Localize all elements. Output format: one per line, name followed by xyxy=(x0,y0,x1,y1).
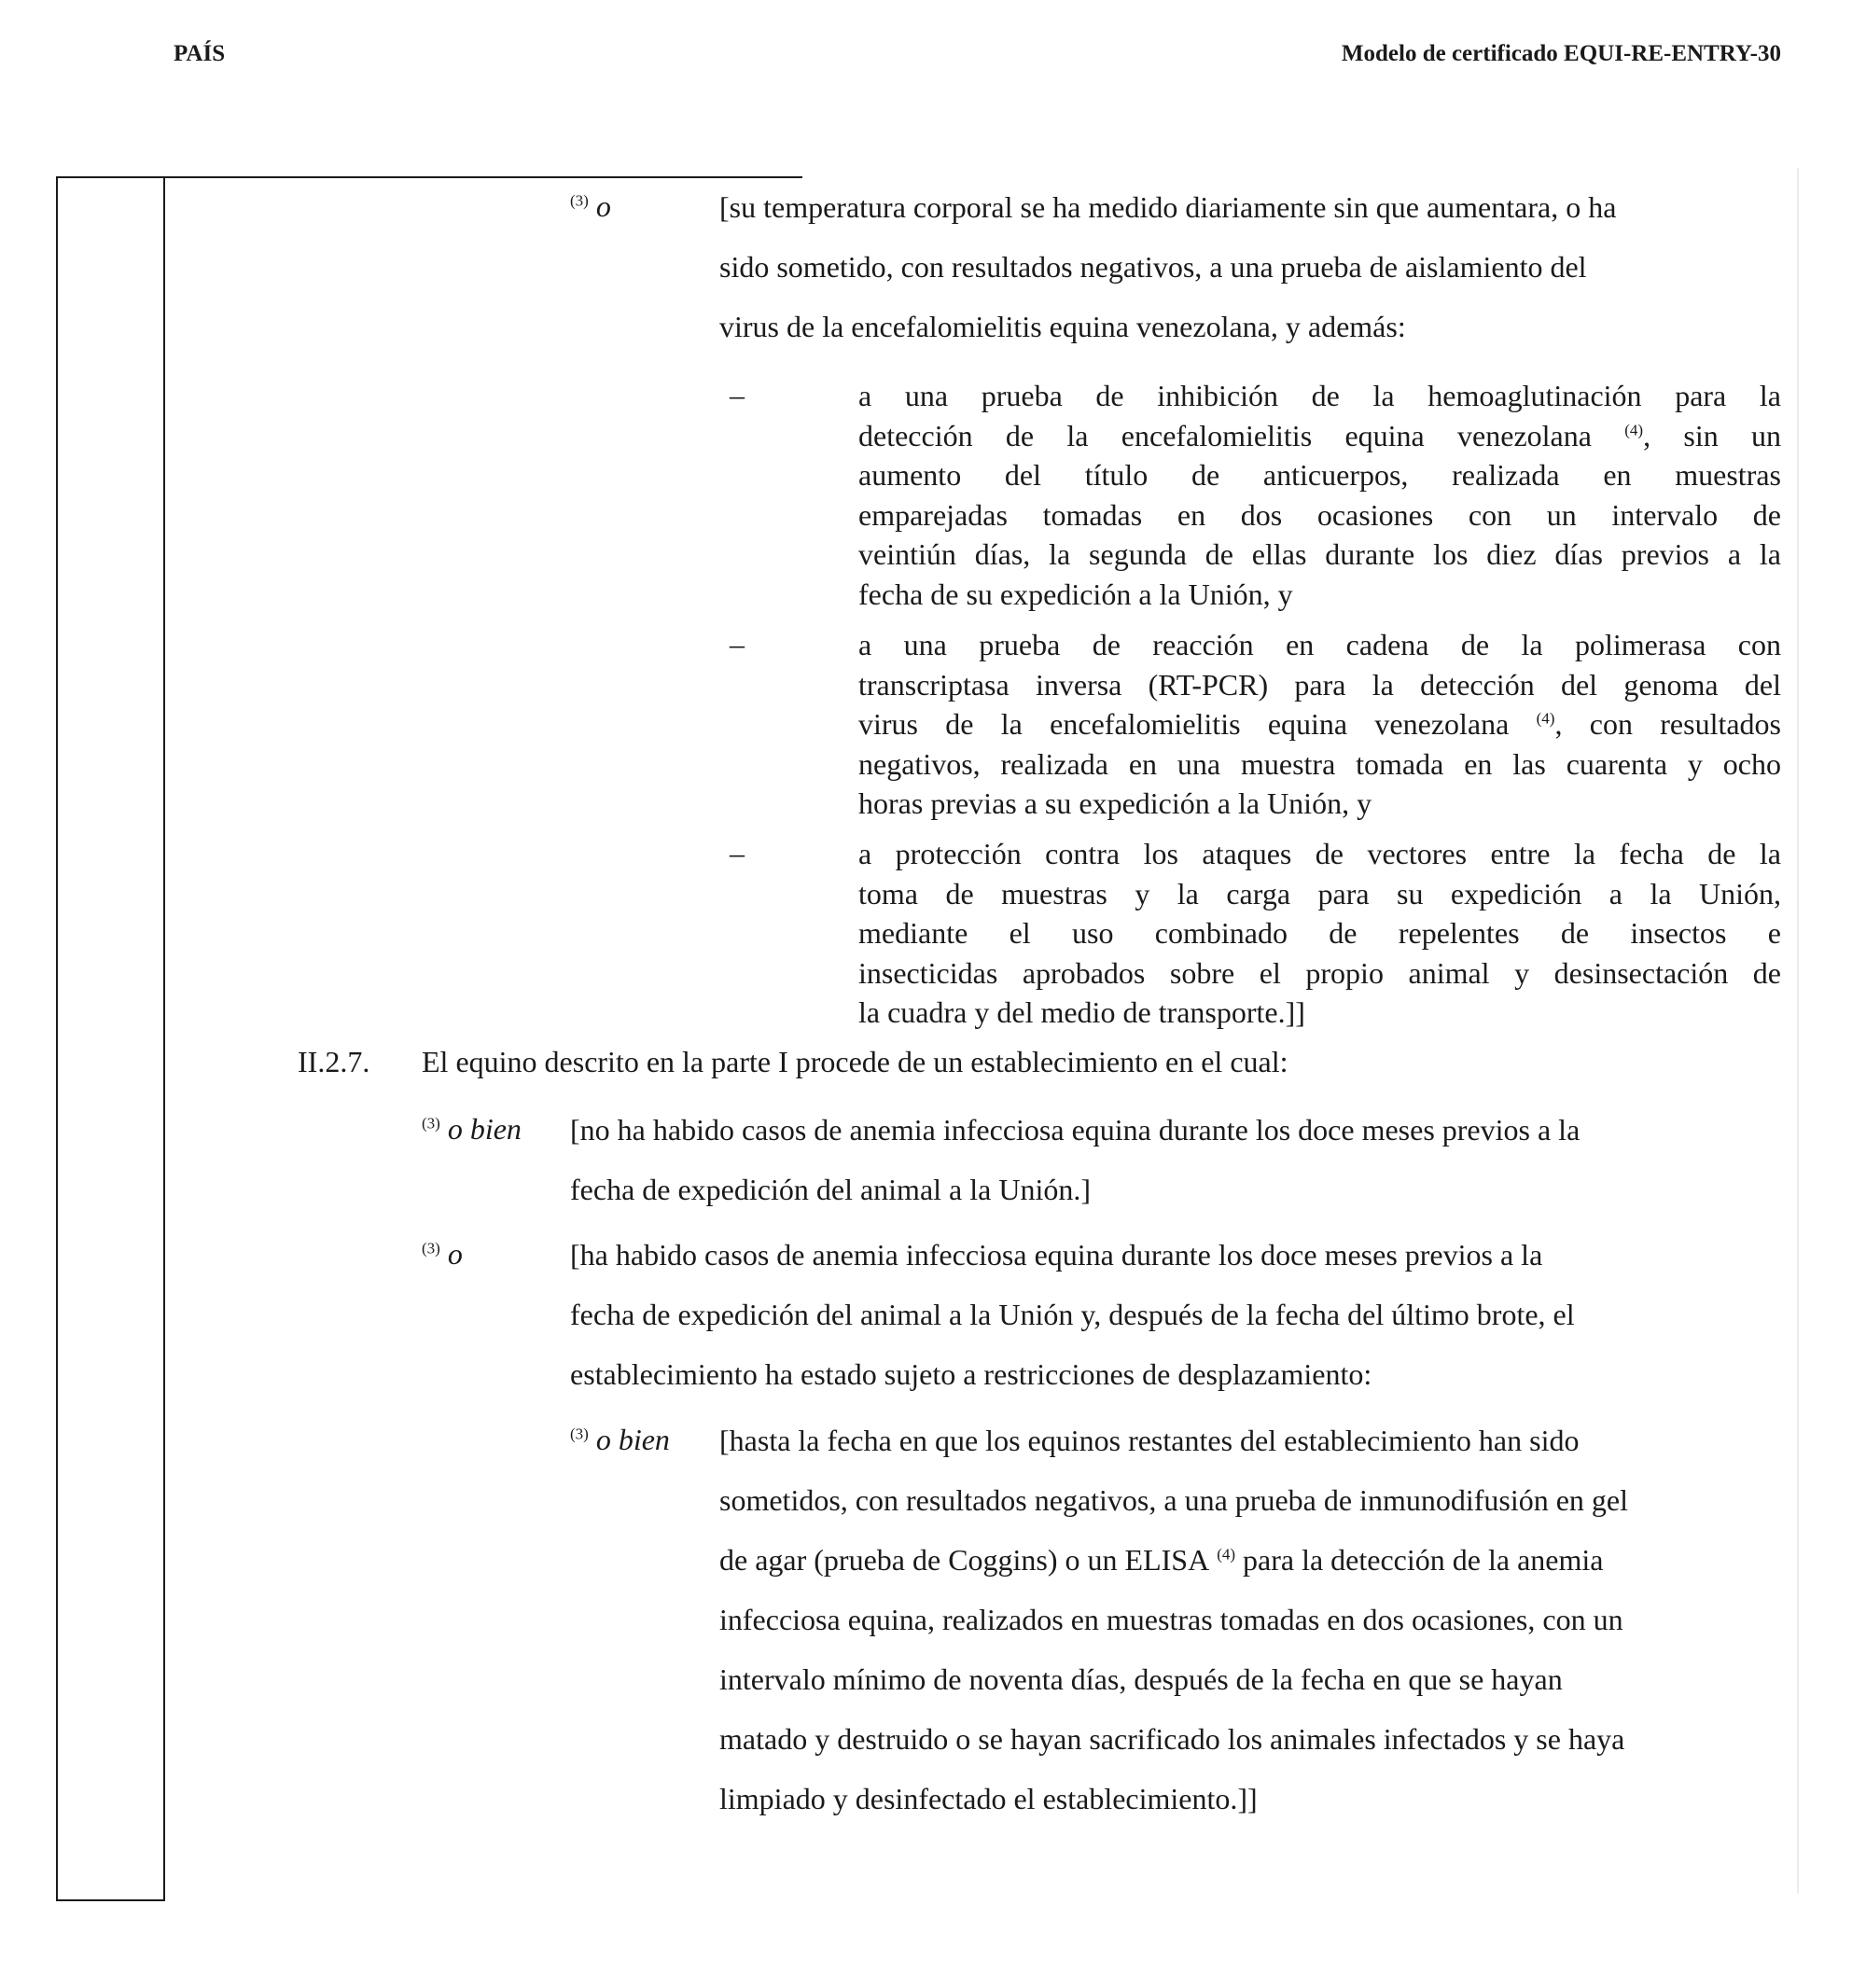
table-top-rule xyxy=(56,176,802,178)
bullet-3-line: toma de muestras y la carga para su expedición a la Unión, xyxy=(858,876,1781,911)
option-b-line-2: fecha de expedición del animal a la Unión y, después de la fecha del último brote, el xyxy=(570,1298,1575,1331)
bullet-1-line: emparejadas tomadas en dos ocasiones con un intervalo de xyxy=(858,497,1781,532)
option-tag-o-bien: $^{(3)}$ o bien xyxy=(570,1423,670,1456)
bullet-2-line: a una prueba de reacción en cadena de la polimerasa con xyxy=(858,628,1781,661)
sub-option-line-6: matado y destruido o se hayan sacrificado los animales infectados y se haya xyxy=(719,1722,1625,1756)
bullet-dash-3: – xyxy=(730,836,745,869)
bullet-1-line: a una prueba de inhibición de la hemoaglutinación para la xyxy=(858,379,1781,412)
page-edge-shadow xyxy=(1797,168,1799,1894)
bullet-3-line: mediante el uso combinado de repelentes de insectos e xyxy=(858,916,1781,951)
sub-option-line-7: limpiado y desinfectado el establecimiento.]] xyxy=(719,1782,1258,1815)
table-column-divider xyxy=(163,176,165,1901)
bullet-3-text xyxy=(858,834,1781,1033)
option-tag-o: $^{(3)}$ o xyxy=(422,1237,463,1271)
table-bottom-rule xyxy=(56,1899,165,1901)
sub-option-line-1: [hasta la fecha en que los equinos restantes del establecimiento han sido xyxy=(719,1424,1580,1457)
option-b-line-3: establecimiento ha estado sujeto a restricciones de desplazamiento: xyxy=(570,1357,1372,1391)
bullet-1-line: fecha de su expedición a la Unión, y xyxy=(858,577,1293,611)
sub-option-line-3: de agar (prueba de Coggins) o un ELISA $^{(4)}$ para la detección de la anemia xyxy=(719,1543,1604,1577)
option-b-line-1: [ha habido casos de anemia infecciosa equina durante los doce meses previos a la xyxy=(570,1238,1543,1272)
bullet-1-line: aumento del título de anticuerpos, realizada en muestras xyxy=(858,458,1781,493)
bullet-2-text xyxy=(858,625,1781,824)
bullet-dash-1: – xyxy=(730,378,745,411)
sub-option-line-5: intervalo mínimo de noventa días, después de la fecha en que se hayan xyxy=(719,1662,1563,1696)
bullet-2-line: negativos, realizada en una muestra tomada en las cuarenta y ocho xyxy=(858,746,1781,781)
option-tag-o-bien: $^{(3)}$ o bien xyxy=(422,1112,522,1146)
section-text: El equino descrito en la parte I procede de un establecimiento en el cual: xyxy=(422,1045,1288,1078)
table-left-border xyxy=(56,176,58,1901)
option-tag-o: $^{(3)}$ o xyxy=(570,189,611,223)
section-number: II.2.7. xyxy=(298,1045,370,1078)
option-a-line-2: fecha de expedición del animal a la Unión.] xyxy=(570,1173,1091,1206)
block1-line-2: sido sometido, con resultados negativos, a una prueba de aislamiento del xyxy=(719,250,1587,284)
bullet-3-line: insecticidas aprobados sobre el propio animal y desinsectación de xyxy=(858,955,1781,990)
bullet-1-line: detección de la encefalomielitis equina venezolana $^{(4)}$, sin un xyxy=(858,418,1781,452)
option-a-line-1: [no ha habido casos de anemia infecciosa equina durante los doce meses previos a la xyxy=(570,1113,1581,1147)
bullet-2-line: virus de la encefalomielitis equina venezolana $^{(4)}$, con resultados xyxy=(858,707,1782,742)
block1-line-1: [su temperatura corporal se ha medido diariamente sin que aumentara, o ha xyxy=(719,190,1617,224)
sub-option-line-4: infecciosa equina, realizados en muestras tomadas en dos ocasiones, con un xyxy=(719,1603,1623,1636)
bullet-1-line: veintiún días, la segunda de ellas durante los diez días previos a la xyxy=(858,537,1781,572)
bullet-3-line: a protección contra los ataques de vectores entre la fecha de la xyxy=(858,837,1781,870)
bullet-2-line: horas previas a su expedición a la Unión, y xyxy=(858,786,1372,821)
sub-option-line-2: sometidos, con resultados negativos, a una prueba de inmunodifusión en gel xyxy=(719,1483,1629,1517)
bullet-3-line: la cuadra y del medio de transporte.]] xyxy=(858,995,1305,1030)
bullet-2-line: transcriptasa inversa (RT-PCR) para la detección del genoma del xyxy=(858,667,1781,702)
block1-line-3: virus de la encefalomielitis equina venezolana, y además: xyxy=(719,310,1406,343)
bullet-dash-2: – xyxy=(730,627,745,660)
bullet-1-text xyxy=(858,376,1781,615)
page-header-model: Modelo de certificado EQUI-RE-ENTRY-30 xyxy=(1341,41,1781,66)
page-header-country: PAÍS xyxy=(174,41,226,66)
